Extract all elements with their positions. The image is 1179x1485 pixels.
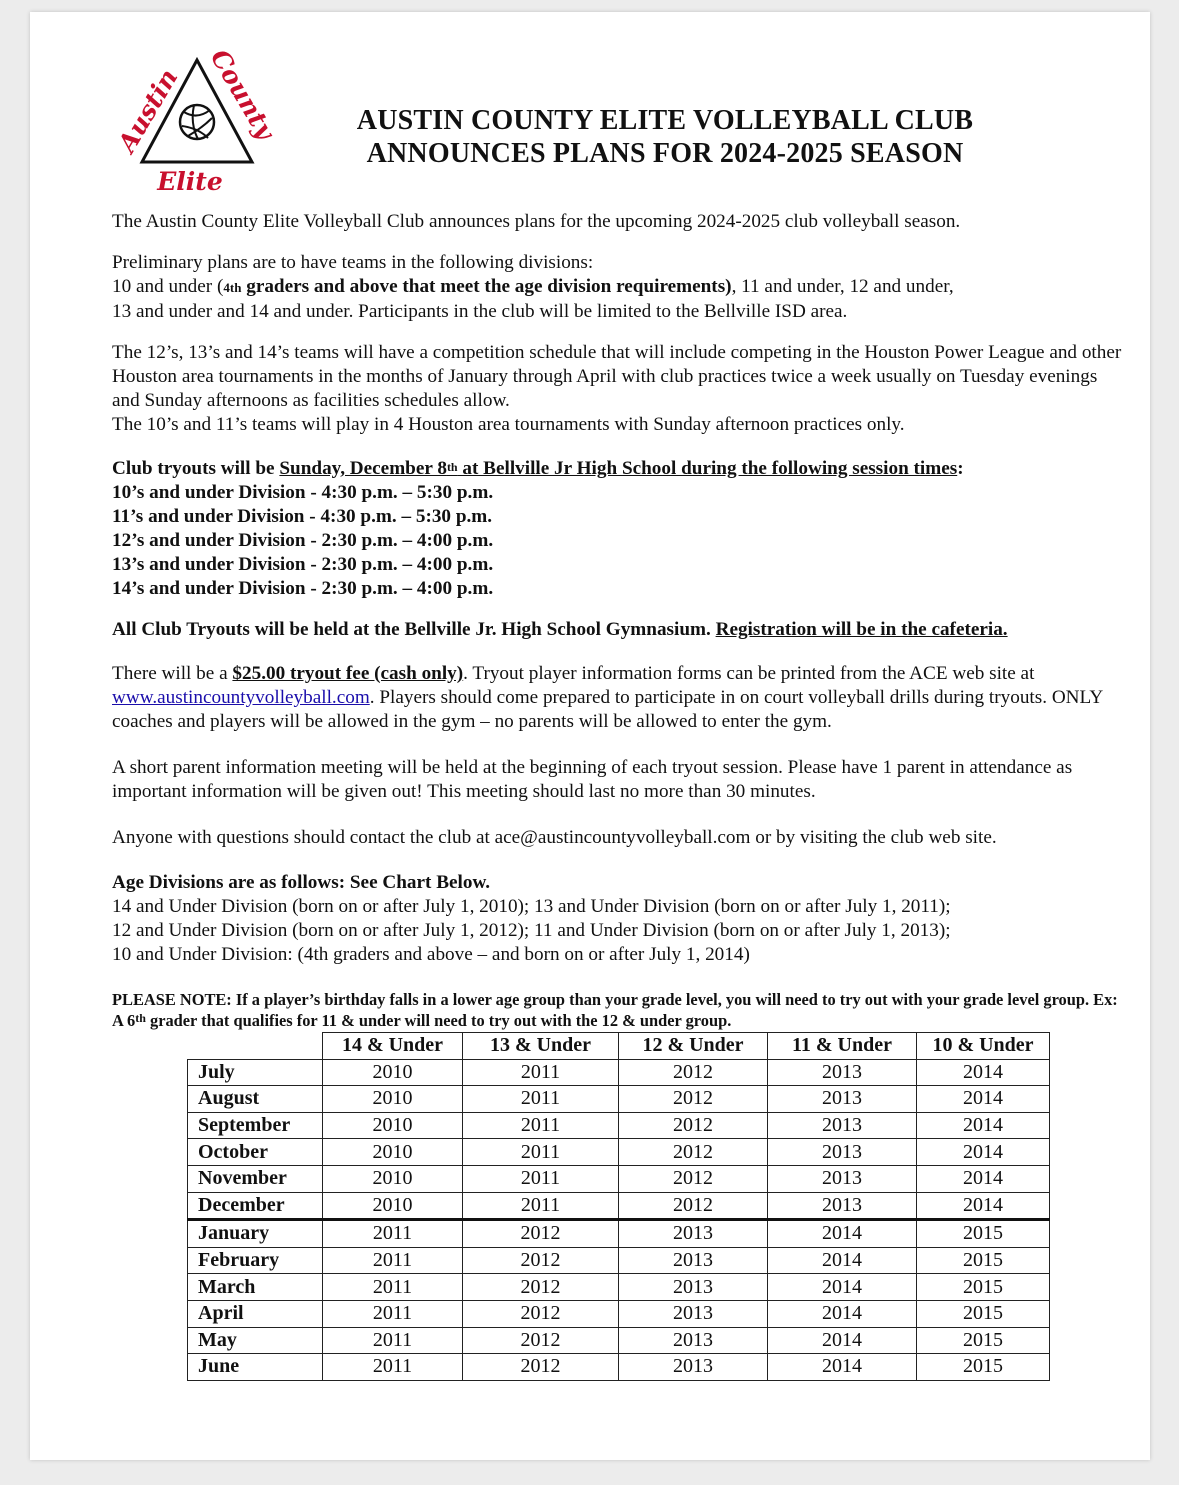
year-cell: 2014 (917, 1192, 1050, 1220)
table-row (188, 1327, 1050, 1354)
table-header-row (188, 1033, 1050, 1060)
website-link[interactable]: www.austincountyvolleyball.com (112, 687, 370, 708)
year-cell: 2013 (619, 1220, 768, 1248)
session-item: 10’s and under Division - 4:30 p.m. – 5:30 p.m. (112, 482, 494, 503)
year-cell: 2011 (323, 1220, 463, 1248)
month-cell: December (188, 1192, 323, 1220)
year-cell: 2014 (768, 1220, 917, 1248)
year-cell: 2012 (619, 1165, 768, 1192)
year-cell: 2010 (323, 1059, 463, 1086)
month-cell: April (188, 1300, 323, 1327)
tryouts-date-location: at Bellville Jr High School during the following session times (457, 458, 958, 479)
year-cell: 2013 (768, 1192, 917, 1220)
divisions-line-2-bold: graders and above that meet the age division requirements) (241, 276, 732, 297)
month-cell: January (188, 1220, 323, 1248)
year-cell: 2012 (619, 1192, 768, 1220)
age-chart-table (187, 1032, 1050, 1381)
year-cell: 2010 (323, 1112, 463, 1139)
year-cell: 2012 (463, 1220, 619, 1248)
year-cell: 2014 (768, 1300, 917, 1327)
note-text-a: PLEASE NOTE: If a player’s birthday falls in a lower age group than your grade level, you will need to try out with your grade level group. Ex: A 6 (112, 990, 1118, 1030)
divisions-line-2a: 10 and under ( (112, 276, 224, 297)
year-cell: 2015 (917, 1220, 1050, 1248)
month-cell: February (188, 1247, 323, 1274)
year-cell: 2013 (619, 1327, 768, 1354)
tryouts-date (279, 458, 957, 479)
year-cell: 2010 (323, 1165, 463, 1192)
year-cell: 2012 (463, 1247, 619, 1274)
year-cell: 2013 (768, 1112, 917, 1139)
tryouts-date-text: Sunday, December 8 (279, 458, 447, 479)
year-cell: 2011 (463, 1112, 619, 1139)
year-cell: 2011 (323, 1300, 463, 1327)
table-row (188, 1274, 1050, 1301)
session-item: 13’s and under Division - 2:30 p.m. – 4:00 p.m. (112, 554, 494, 575)
year-cell: 2014 (917, 1086, 1050, 1113)
logo-text-elite: Elite (157, 167, 223, 196)
divisions-line-1: Preliminary plans are to have teams in the following divisions: (112, 252, 594, 273)
year-cell: 2015 (917, 1300, 1050, 1327)
age-divisions-line-3: 10 and Under Division: (4th graders and above – and born on or after July 1, 2014) (112, 944, 750, 965)
contact-paragraph: Anyone with questions should contact the club at ace@austincountyvolleyball.com or by visiting the club web site. (112, 827, 997, 848)
session-item: 14’s and under Division - 2:30 p.m. – 4:00 p.m. (112, 578, 494, 599)
table-header-blank (188, 1033, 323, 1060)
month-cell: March (188, 1274, 323, 1301)
table-row (188, 1300, 1050, 1327)
year-cell: 2011 (323, 1247, 463, 1274)
year-cell: 2013 (768, 1086, 917, 1113)
note-sup: th (135, 1011, 146, 1025)
year-cell: 2011 (463, 1139, 619, 1166)
year-cell: 2014 (768, 1274, 917, 1301)
year-cell: 2013 (619, 1274, 768, 1301)
age-chart-body (188, 1059, 1050, 1380)
club-logo-graphic (112, 42, 282, 202)
month-cell: November (188, 1165, 323, 1192)
table-row (188, 1139, 1050, 1166)
document-page (30, 12, 1150, 1460)
year-cell: 2014 (768, 1247, 917, 1274)
session-list (112, 481, 1122, 601)
year-cell: 2012 (619, 1059, 768, 1086)
year-cell: 2011 (463, 1086, 619, 1113)
month-cell: October (188, 1139, 323, 1166)
table-row (188, 1247, 1050, 1274)
registration-text: Registration will be in the cafeteria. (715, 619, 1008, 640)
table-header: 13 & Under (463, 1033, 619, 1060)
table-row (188, 1165, 1050, 1192)
schedule-paragraph: The 12’s, 13’s and 14’s teams will have a competition schedule that will include competing in the Houston Power League and other Houston area tournaments in the months of January through April with club practices twice a week usually on Tuesday evenings and Sunday afternoons as facilities schedules allow. (112, 342, 1122, 411)
meeting-paragraph: A short parent information meeting will be held at the beginning of each tryout session. Please have 1 parent in attendance as important information will be given out! This meeting should last no more than 30 minutes. (112, 757, 1073, 802)
month-cell: May (188, 1327, 323, 1354)
fee-amount: $25.00 tryout fee (cash only) (232, 663, 464, 684)
year-cell: 2011 (463, 1059, 619, 1086)
divisions-line-3: 13 and under and 14 and under. Participants in the club will be limited to the Bellville ISD area. (112, 301, 848, 322)
table-row (188, 1192, 1050, 1220)
year-cell: 2014 (917, 1059, 1050, 1086)
divisions-paragraph (112, 251, 1122, 324)
intro-paragraph: The Austin County Elite Volleyball Club announces plans for the upcoming 2024-2025 club volleyball season. (112, 211, 961, 232)
year-cell: 2011 (463, 1192, 619, 1220)
note-text-b: grader that qualifies for 11 & under will need to try out with the 12 & under group. (145, 1011, 732, 1030)
tryouts-date-sup: th (446, 460, 458, 474)
fee-text-c: . Tryout player information forms can be printed from the ACE web site at (463, 663, 1035, 684)
age-divisions-line-1: 14 and Under Division (born on or after July 1, 2010); 13 and Under Division (born on or after July 1, 2011); (112, 896, 951, 917)
year-cell: 2010 (323, 1192, 463, 1220)
year-cell: 2010 (323, 1139, 463, 1166)
year-cell: 2015 (917, 1354, 1050, 1381)
volleyball-icon (180, 105, 214, 139)
year-cell: 2015 (917, 1247, 1050, 1274)
year-cell: 2014 (768, 1354, 917, 1381)
logo-text-county: County (204, 44, 281, 145)
month-cell: September (188, 1112, 323, 1139)
logo-text-austin: Austin (112, 64, 184, 158)
year-cell: 2013 (768, 1139, 917, 1166)
month-cell: June (188, 1354, 323, 1381)
year-cell: 2012 (619, 1086, 768, 1113)
month-cell: August (188, 1086, 323, 1113)
year-cell: 2014 (917, 1139, 1050, 1166)
year-cell: 2012 (463, 1327, 619, 1354)
table-row (188, 1059, 1050, 1086)
year-cell: 2014 (768, 1327, 917, 1354)
schedule-paragraph-2: The 10’s and 11’s teams will play in 4 Houston area tournaments with Sunday afternoon practices only. (112, 414, 905, 435)
year-cell: 2014 (917, 1112, 1050, 1139)
year-cell: 2015 (917, 1327, 1050, 1354)
year-cell: 2012 (463, 1300, 619, 1327)
year-cell: 2012 (619, 1139, 768, 1166)
location-text: All Club Tryouts will be held at the Bellville Jr. High School Gymnasium. (112, 619, 716, 640)
table-row (188, 1220, 1050, 1248)
tryouts-heading (112, 457, 1122, 481)
age-divisions-heading: Age Divisions are as follows: See Chart Below. (112, 872, 491, 893)
tryouts-intro: Club tryouts will be (112, 458, 280, 479)
fee-paragraph (112, 662, 1122, 734)
year-cell: 2013 (768, 1059, 917, 1086)
title-line-1: AUSTIN COUNTY ELITE VOLLEYBALL CLUB (356, 105, 974, 136)
year-cell: 2012 (619, 1112, 768, 1139)
divisions-line-2c: , 11 and under, 12 and under, (731, 276, 954, 297)
page-title (300, 104, 1030, 170)
year-cell: 2011 (323, 1354, 463, 1381)
fee-text-a: There will be a (112, 663, 233, 684)
year-cell: 2015 (917, 1274, 1050, 1301)
table-header: 11 & Under (768, 1033, 917, 1060)
age-divisions-paragraph (112, 871, 1122, 967)
year-cell: 2011 (463, 1165, 619, 1192)
year-cell: 2013 (619, 1247, 768, 1274)
tryouts-intro-end: : (957, 458, 964, 479)
year-cell: 2010 (323, 1086, 463, 1113)
year-cell: 2012 (463, 1354, 619, 1381)
month-cell: July (188, 1059, 323, 1086)
title-line-2: ANNOUNCES PLANS FOR 2024-2025 SEASON (366, 138, 964, 169)
fee-text-d: . Players should come prepared to participate in on court volleyball drills during tryouts. ONLY coaches and players will be allowed in the gym – no parents will be allowed to enter the gym. (112, 687, 1103, 732)
table-row (188, 1086, 1050, 1113)
year-cell: 2013 (619, 1300, 768, 1327)
table-header: 14 & Under (323, 1033, 463, 1060)
table-row (188, 1112, 1050, 1139)
year-cell: 2012 (463, 1274, 619, 1301)
club-logo (112, 42, 282, 202)
year-cell: 2011 (323, 1327, 463, 1354)
session-item: 12’s and under Division - 2:30 p.m. – 4:00 p.m. (112, 530, 494, 551)
location-paragraph (112, 618, 1122, 642)
year-cell: 2013 (768, 1165, 917, 1192)
divisions-line-2-grade: 4th (223, 280, 242, 295)
session-item: 11’s and under Division - 4:30 p.m. – 5:30 p.m. (112, 506, 493, 527)
year-cell: 2011 (323, 1274, 463, 1301)
year-cell: 2013 (619, 1354, 768, 1381)
year-cell: 2014 (917, 1165, 1050, 1192)
table-header: 12 & Under (619, 1033, 768, 1060)
announcement-body (112, 210, 1122, 1031)
please-note (112, 989, 1122, 1031)
table-row (188, 1354, 1050, 1381)
age-divisions-line-2: 12 and Under Division (born on or after July 1, 2012); 11 and Under Division (born on or after July 1, 2013); (112, 920, 951, 941)
table-header: 10 & Under (917, 1033, 1050, 1060)
